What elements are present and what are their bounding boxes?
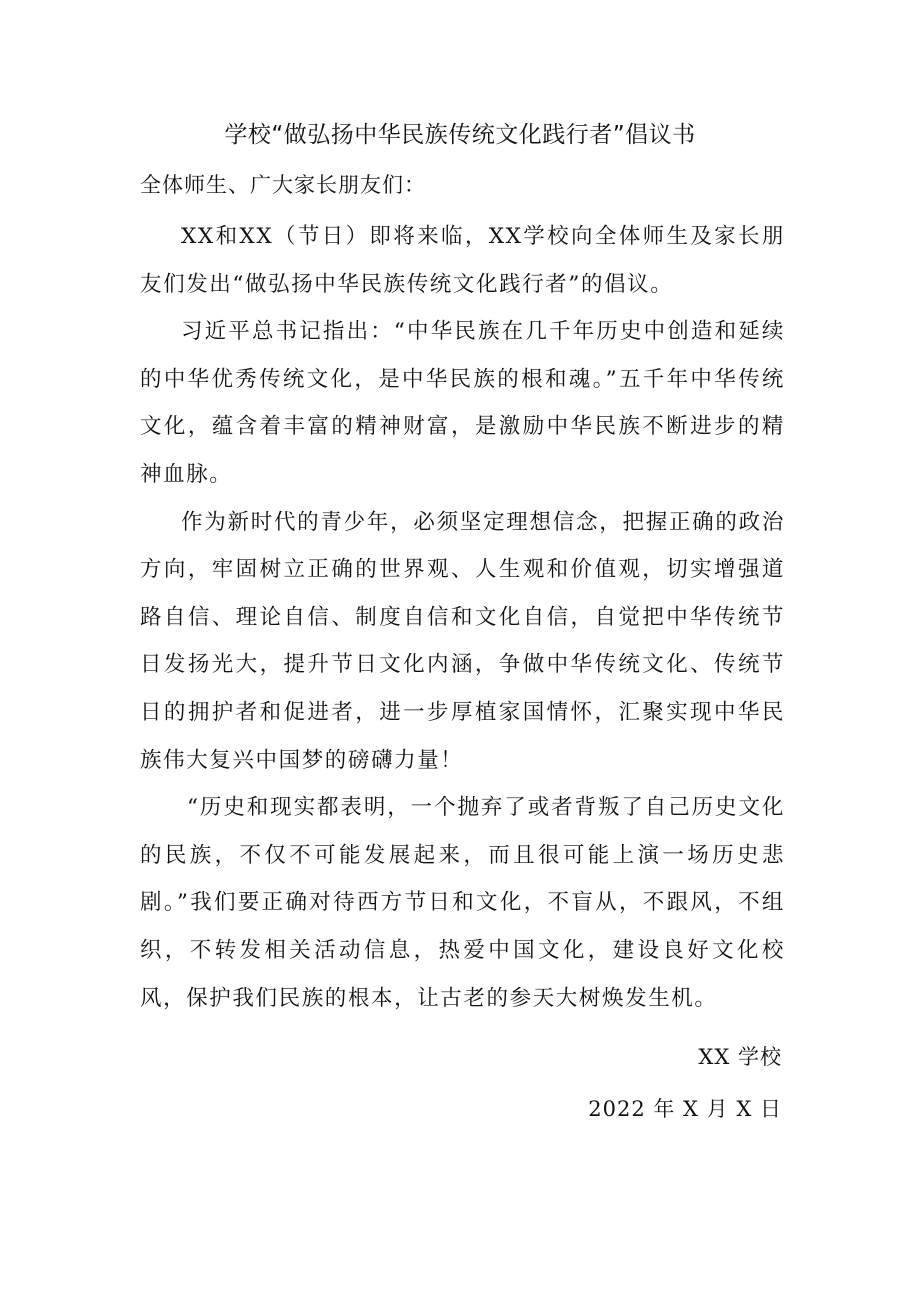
salutation: 全体师生、广大家长朋友们： (140, 173, 426, 197)
document-title: 学校“做弘扬中华民族传统文化践行者”倡议书 (224, 122, 696, 148)
signature-date: 2022 年 X 月 X 日 (588, 1097, 782, 1121)
paragraph-history: “历史和现实都表明，一个抛弃了或者背叛了自己历史文化的民族，不仅不可能发展起来，而且很可能上演一场历史悲剧。”我们要正确对待西方节日和文化，不盲从，不跟风，不组织，不转发相关活动信息，热爱中国文化，建设良好文化校风，保护我们民族的根本，让古老的参天大树焕发生机。 (140, 795, 785, 1011)
signature-school: XX 学校 (698, 1045, 782, 1069)
paragraph-quote-xi: 习近平总书记指出：“中华民族在几千年历史中创造和延续的中华优秀传统文化，是中华民族的根和魂。”五千年中华传统文化，蕴含着丰富的精神财富，是激励中华民族不断进步的精神血脉。 (140, 319, 785, 487)
paragraph-announcement: XX和XX（节日）即将来临，XX学校向全体师生及家长朋友们发出“做弘扬中华民族传统文化践行者”的倡议。 (140, 224, 785, 297)
document-body (140, 213, 785, 1022)
paragraph-youth-call: 作为新时代的青少年，必须坚定理想信念，把握正确的政治方向，牢固树立正确的世界观、人生观和价值观，切实增强道路自信、理论自信、制度自信和文化自信，自觉把中华传统节日发扬光大，提升节日文化内涵，争做中华传统文化、传统节日的拥护者和促进者，进一步厚植家国情怀，汇聚实现中华民族伟大复兴中国梦的磅礴力量！ (140, 509, 785, 773)
